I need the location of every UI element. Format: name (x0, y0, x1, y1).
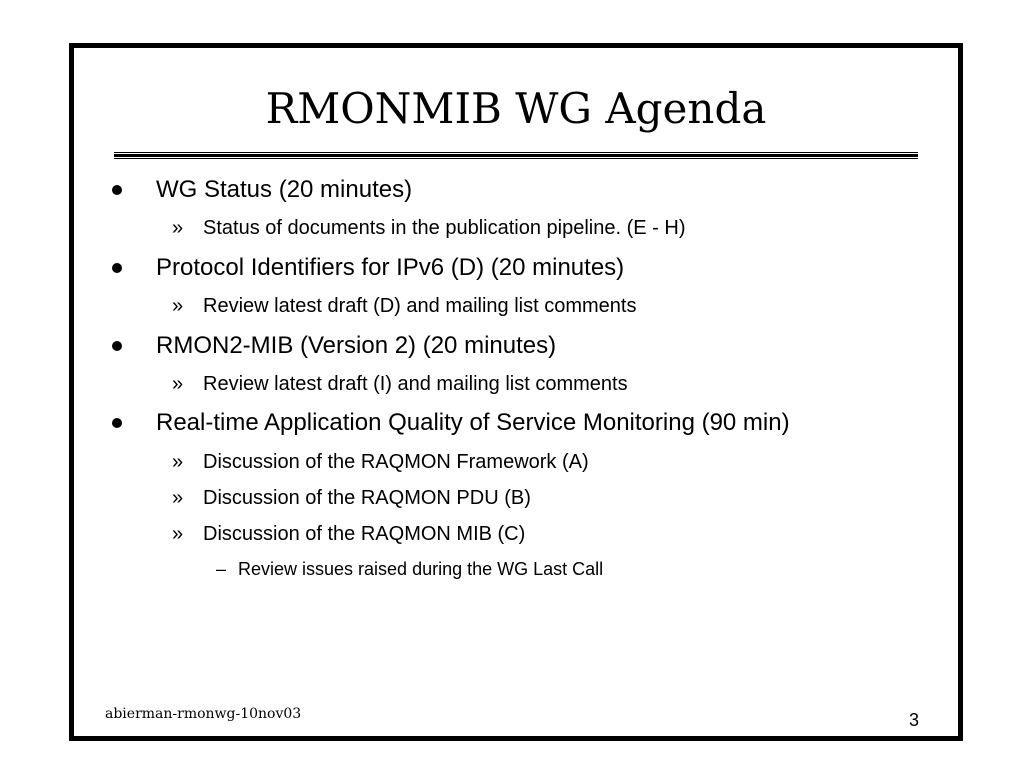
footer-source: abierman-rmonwg-10nov03 (105, 706, 302, 722)
agenda-subsubitem-text: Review issues raised during the WG Last Call (238, 559, 604, 579)
agenda-item-text: Protocol Identifiers for IPv6 (D) (20 minutes) (156, 254, 625, 281)
bullet-icon (112, 418, 122, 428)
bullet-icon (112, 263, 122, 273)
agenda-item-text: WG Status (20 minutes) (156, 176, 413, 203)
double-chevron-icon: » (172, 295, 184, 317)
agenda-item-text: Real-time Application Quality of Service Monitoring (90 min) (156, 409, 790, 436)
agenda-subitem-text: Discussion of the RAQMON PDU (B) (203, 487, 531, 509)
double-chevron-icon: » (172, 523, 184, 545)
slide (69, 43, 963, 741)
page-number: 3 (909, 710, 920, 730)
slide-title: RMONMIB WG Agenda (265, 84, 767, 133)
bullet-icon (112, 185, 122, 195)
double-chevron-icon: » (172, 451, 184, 473)
agenda-subitem-text: Discussion of the RAQMON MIB (C) (203, 523, 526, 545)
agenda-subitem-text: Review latest draft (I) and mailing list comments (203, 373, 628, 395)
title-divider (114, 152, 918, 159)
agenda-item-text: RMON2-MIB (Version 2) (20 minutes) (156, 332, 557, 359)
double-chevron-icon: » (172, 217, 184, 239)
double-chevron-icon: » (172, 487, 184, 509)
agenda-subitem-text: Status of documents in the publication pipeline. (E - H) (203, 217, 686, 239)
agenda-subitem-text: Discussion of the RAQMON Framework (A) (203, 451, 589, 473)
agenda-subitem-text: Review latest draft (D) and mailing list comments (203, 295, 637, 317)
dash-icon: – (216, 559, 227, 579)
double-chevron-icon: » (172, 373, 184, 395)
bullet-icon (112, 341, 122, 351)
